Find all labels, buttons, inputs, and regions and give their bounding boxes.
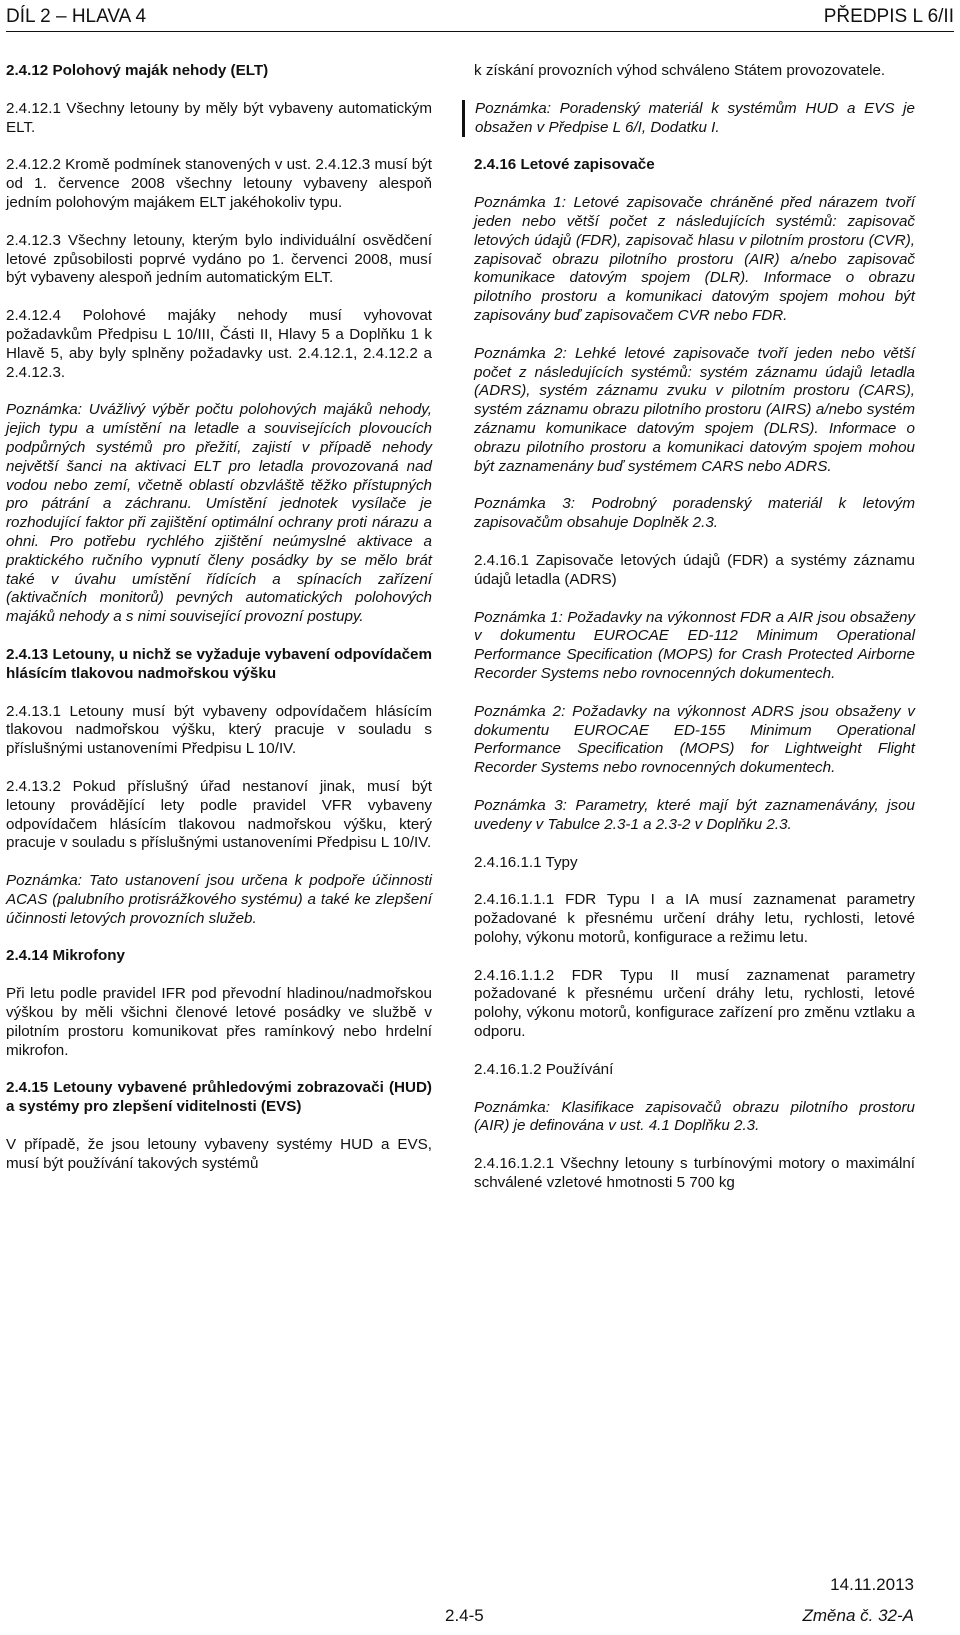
- body-paragraph: 2.4.16.1 Zapisovače letových údajů (FDR) a systémy záznamu údajů letadla (ADRS): [474, 551, 915, 588]
- body-paragraph: 2.4.12.1 Všechny letouny by měly být vybaveny automatickým ELT.: [6, 99, 432, 136]
- running-header-chapter: DÍL 2 – HLAVA 4: [6, 6, 147, 27]
- left-column: [6, 62, 432, 1193]
- note-paragraph-boxed: Poznámka: Poradenský materiál k systémům HUD a EVS je obsažen v Předpise L 6/I, Dodatku I.: [462, 100, 915, 138]
- footer-page-number: 2.4-5: [445, 1606, 484, 1625]
- section-heading: 2.4.14 Mikrofony: [6, 947, 126, 965]
- body-paragraph: 2.4.13.2 Pokud příslušný úřad nestanoví jinak, musí být letouny provádějící lety podle pravidel VFR vybaveny odpovídačem hlásícím tlakovou nadmořskou výšku, který pracuje v souladu s příslušnými ustanoveními Předpisu L 10/IV.: [6, 777, 432, 852]
- body-paragraph: 2.4.16.1.1 Typy: [474, 853, 578, 871]
- note-paragraph: Poznámka 2: Lehké letové zapisovače tvoří jeden nebo větší počet z následujících systémů: systém záznamu údajů letadla (ADRS), systém záznamu zvuku v pilotním prostoru (CARS), systém záznamu obrazu pilotního prostoru (AIRS) a/nebo systém záznamu komunikace datovým spojem (DLRS). Informace o obrazu pilotního prostoru a komunikaci datovým spojem mohou být zaznamenány buď systémem CARS nebo ADRS.: [474, 344, 915, 475]
- note-paragraph: Poznámka 2: Požadavky na výkonnost ADRS jsou obsaženy v dokumentu EUROCAE ED-155 Minimum Operational Performance Specification (MOPS) for Lightweight Flight Recorder Systems nebo rovnocenných dokumentech.: [474, 702, 915, 777]
- body-paragraph: 2.4.16.1.2.1 Všechny letouny s turbínovými motory o maximální schválené vzletové hmotnosti 5 700 kg: [474, 1155, 915, 1192]
- note-paragraph: Poznámka: Klasifikace zapisovačů obrazu pilotního prostoru (AIR) je definována v ust. 4.1 Doplňku 2.3.: [474, 1098, 915, 1135]
- footer-date: 14.11.2013: [830, 1575, 914, 1594]
- body-paragraph: 2.4.16.1.1.1 FDR Typu I a IA musí zaznamenat parametry požadované k přesnému určení dráhy letu, rychlosti, letové polohy, výkonu motorů, konfigurace a režimu letu.: [474, 891, 915, 946]
- section-heading: 2.4.12 Polohový maják nehody (ELT): [6, 62, 269, 79]
- body-paragraph: 2.4.12.4 Polohové majáky nehody musí vyhovovat požadavkům Předpisu L 10/III, Části II, Hlavy 5 a Doplňku 1 k Hlavě 5, aby byly splněny požadavky ust. 2.4.12.1, 2.4.12.2 a 2.4.12.3.: [6, 307, 432, 381]
- section-heading: 2.4.16 Letové zapisovače: [474, 156, 655, 174]
- right-column: [474, 62, 915, 1212]
- section-heading: 2.4.13 Letouny, u nichž se vyžaduje vybavení odpovídačem hlásícím tlakovou nadmořskou výšku: [6, 645, 432, 682]
- note-paragraph: Poznámka 1: Požadavky na výkonnost FDR a AIR jsou obsaženy v dokumentu EUROCAE ED-112 Minimum Operational Performance Specification (MOPS) for Crash Protected Airborne Recorder Systems nebo rovnocenných dokumentech.: [474, 608, 915, 682]
- body-paragraph: 2.4.12.3 Všechny letouny, kterým bylo individuální osvědčení letové způsobilosti poprvé vydáno po 1. červenci 2008, musí být vybaveny alespoň jedním automatickým ELT.: [6, 231, 432, 287]
- running-header-regulation: PŘEDPIS L 6/II: [823, 6, 954, 27]
- note-paragraph: Poznámka 1: Letové zapisovače chráněné před nárazem tvoří jeden nebo větší počet z následujících systémů: zapisovač letových údajů (FDR), zapisovač hlasu v pilotním prostoru (CVR), zapisovač obrazu pilotního prostoru (AIR) a/nebo zapisovač komunikace datovým spojem (DLR). Informace o obrazu pilotního prostoru a komunikaci datovým spojem mohou být zapisovány buď zapisovačem CVR nebo FDR.: [474, 194, 915, 324]
- body-paragraph: k získání provozních výhod schváleno Státem provozovatele.: [474, 62, 886, 79]
- footer-amendment: Změna č. 32-A: [802, 1606, 914, 1625]
- body-paragraph: 2.4.16.1.1.2 FDR Typu II musí zaznamenat parametry požadované k přesnému určení dráhy letu, rychlosti, letové polohy, výkonu motorů, konfigurace zařízení pro změnu vztlaku a odporu.: [474, 966, 915, 1041]
- body-paragraph: 2.4.13.1 Letouny musí být vybaveny odpovídačem hlásícím tlakovou nadmořskou výšku, který pracuje v souladu s příslušnými ustanoveními Předpisu L 10/IV.: [6, 702, 432, 758]
- body-paragraph: V případě, že jsou letouny vybaveny systémy HUD a EVS, musí být používání takových systémů: [6, 1136, 432, 1172]
- header-rule: [6, 31, 954, 32]
- note-paragraph: Poznámka: Uvážlivý výběr počtu polohových majáků nehody, jejich typu a umístění na letadle a souvisejících plovoucích podpůrných systémů pro přežití, zajistí v případě nehody největší šanci na aktivaci ELT pro letadla provozovaná nad vodou nebo zemí, včetně oblastí obzvláště těžko přístupných pro pátrání a záchranu. Umístění jednotek vysílače je rozhodující faktor při zajištění optimální ochrany proti nárazu a ohni. Pro potřebu rychlého zjištění neúmyslné aktivace a praktického ručního vypnutí členy posádky by se mělo brát také v úvahu umístění řídících a spínacích zařízení (aktivačních monitorů) pevných automatických polohových majáků nehody a s nimi související provozní postupy.: [6, 401, 432, 626]
- body-paragraph: Při letu podle pravidel IFR pod převodní hladinou/nadmořskou výškou by měli všichni členové letové posádky ve službě v pilotním prostoru komunikovat přes ramínkový nebo hrdelní mikrofon.: [6, 985, 432, 1059]
- note-paragraph: Poznámka 3: Parametry, které mají být zaznamenávány, jsou uvedeny v Tabulce 2.3-1 a 2.3-2 v Doplňku 2.3.: [474, 796, 915, 833]
- section-heading: 2.4.15 Letouny vybavené průhledovými zobrazovači (HUD) a systémy pro zlepšení viditelnosti (EVS): [6, 1079, 432, 1116]
- note-paragraph: Poznámka 3: Podrobný poradenský materiál k letovým zapisovačům obsahuje Doplněk 2.3.: [474, 495, 915, 532]
- note-paragraph: Poznámka: Tato ustanovení jsou určena k podpoře účinnosti ACAS (palubního protisrážkového systému) a také ke zlepšení účinnosti letových provozních služeb.: [6, 872, 432, 927]
- body-paragraph: 2.4.16.1.2 Používání: [474, 1060, 614, 1078]
- body-paragraph: 2.4.12.2 Kromě podmínek stanovených v ust. 2.4.12.3 musí být od 1. července 2008 všechny letouny vybaveny alespoň jedním polohovým majákem ELT jakéhokoliv typu.: [6, 156, 432, 211]
